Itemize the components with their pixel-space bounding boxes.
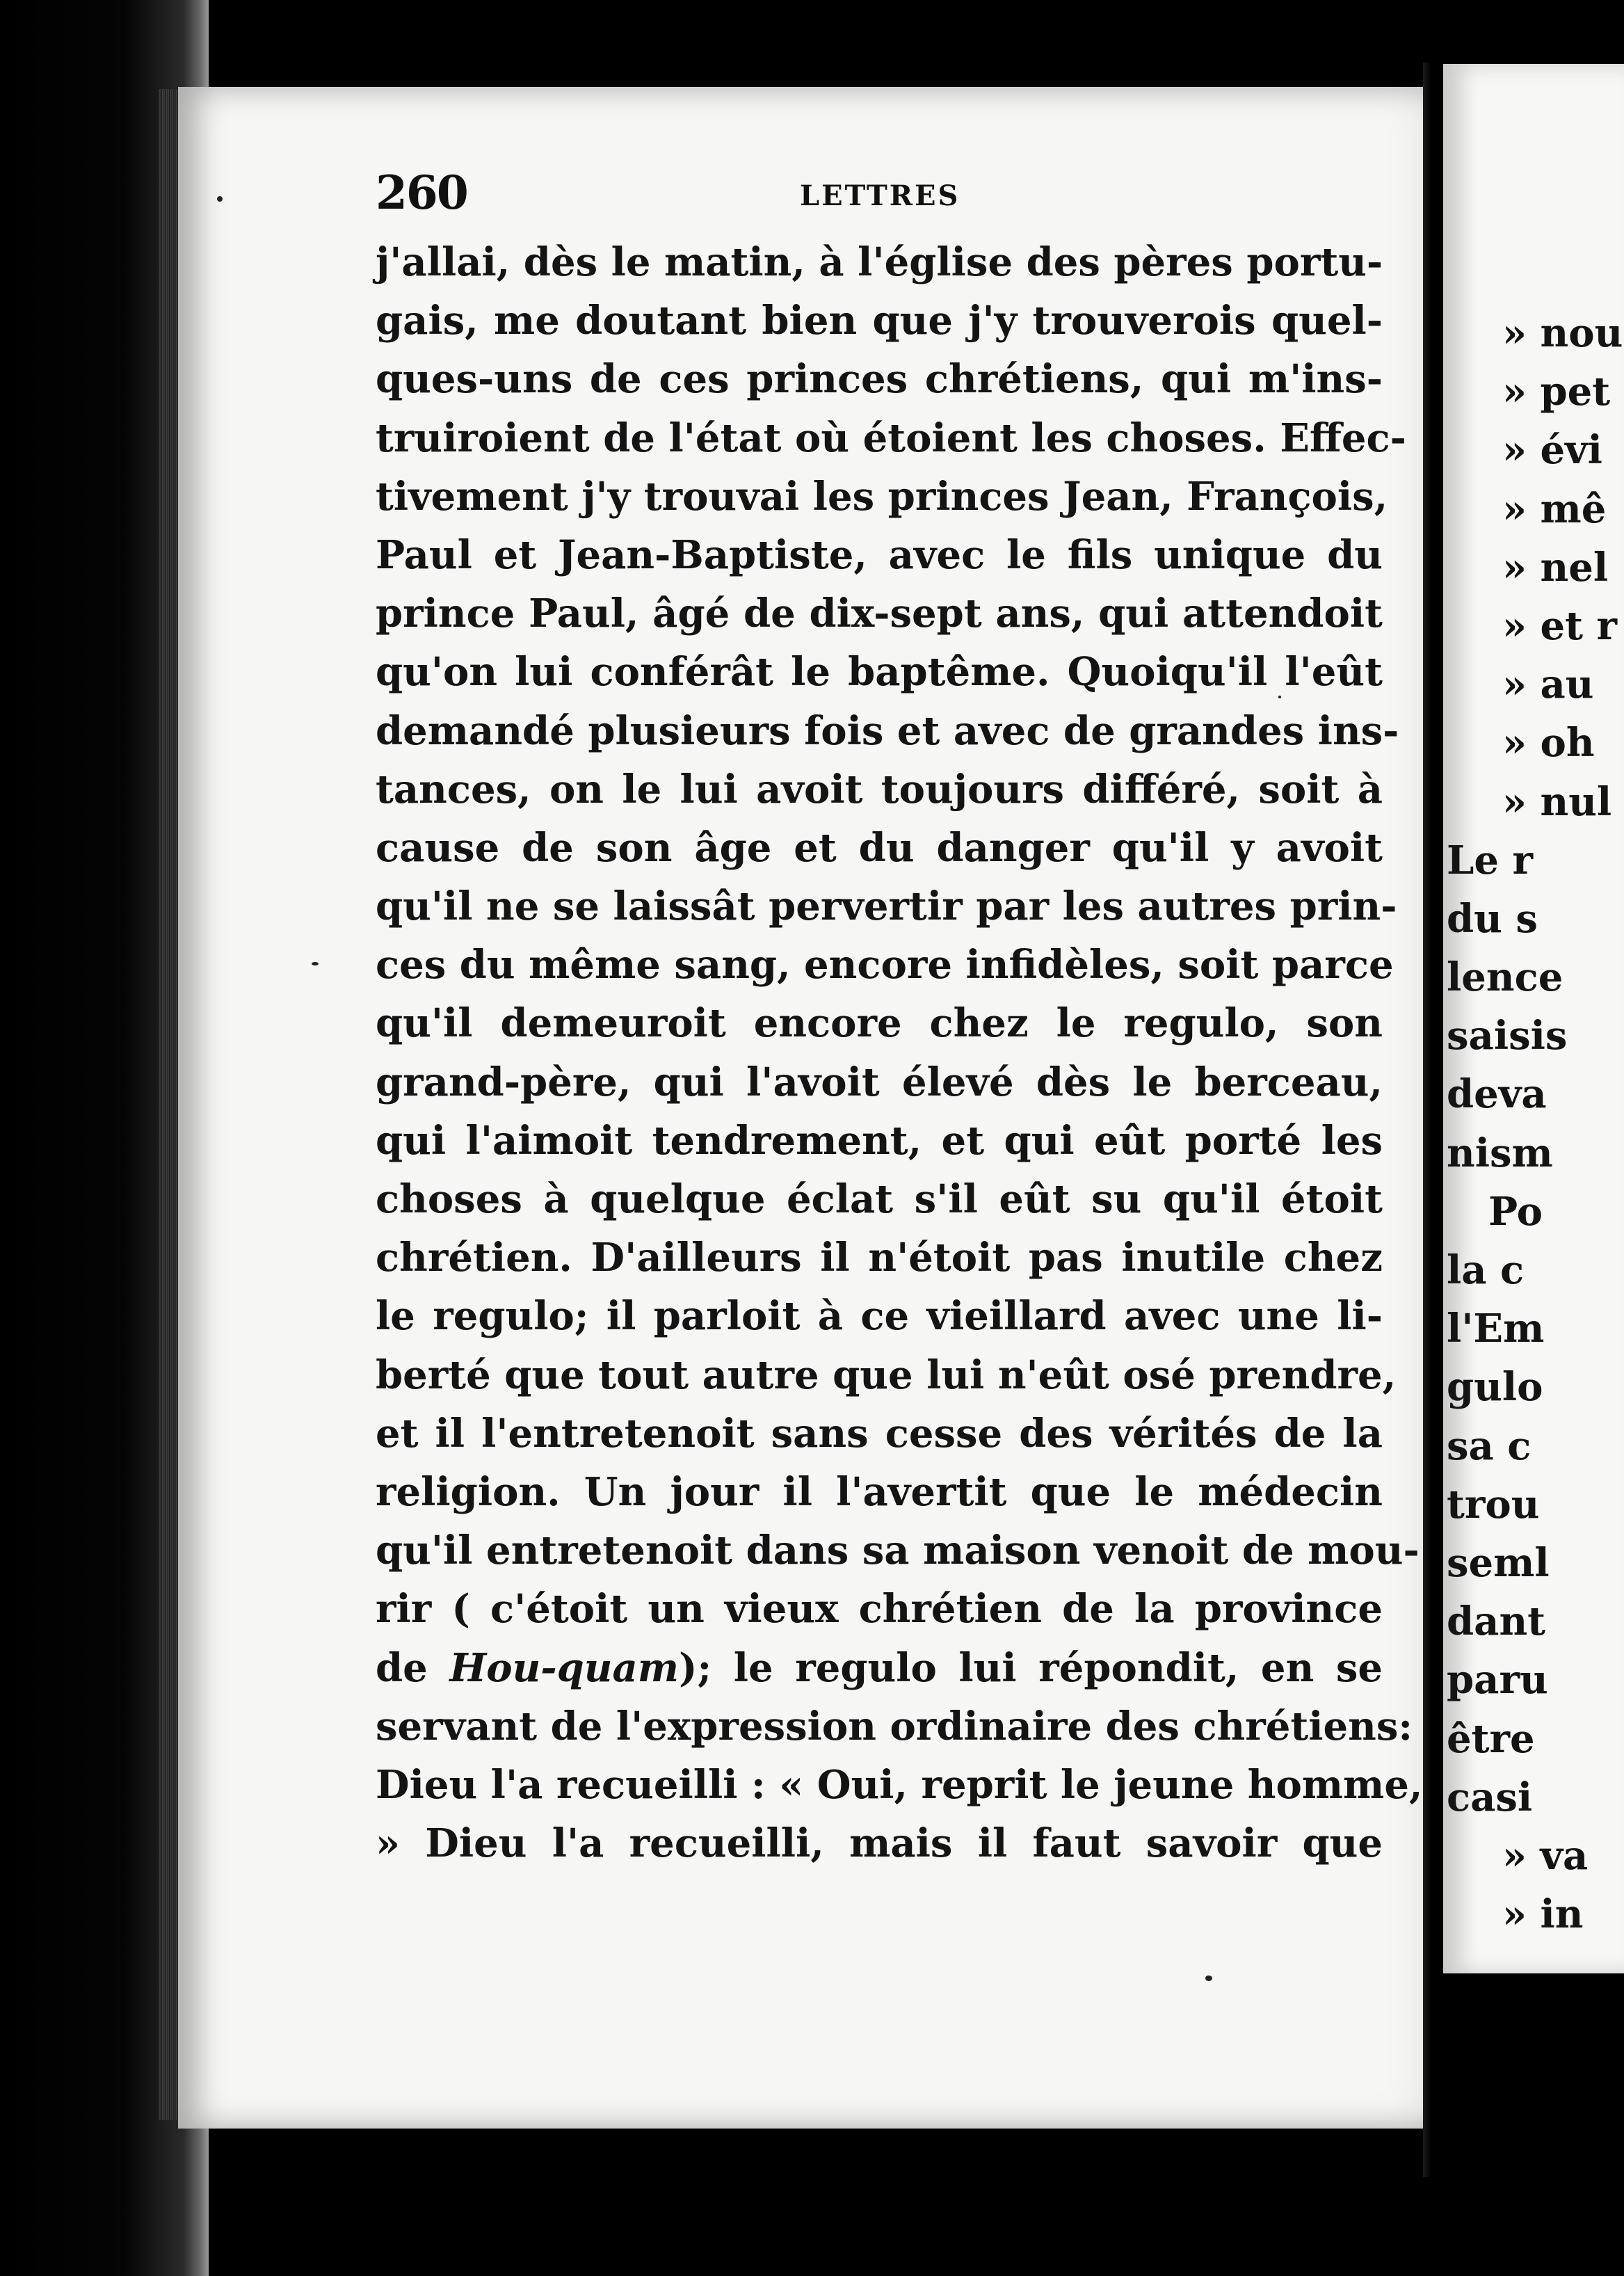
text-line: qu'il demeuroit encore chez le regulo, son (376, 1000, 1383, 1047)
text-line: religion. Un jour il l'avertit que le médecin (376, 1468, 1383, 1515)
right-page-line: gulo (1447, 1364, 1543, 1411)
right-page-line: » va (1502, 1832, 1589, 1879)
right-page-line: Le r (1447, 837, 1534, 883)
text-line: ces du même sang, encore infidèles, soit parce (376, 942, 1394, 988)
text-line: chrétien. D'ailleurs il n'étoit pas inutile chez (376, 1235, 1383, 1281)
right-page-line: » et r (1502, 602, 1617, 649)
page-gutter (1423, 63, 1437, 2177)
right-page-line: » évi (1502, 427, 1602, 474)
text-line: truiroient de l'état où étoient les choses. Effec- (376, 415, 1406, 461)
right-page-line: casi (1447, 1774, 1533, 1820)
text-line: j'allai, dès le matin, à l'église des pères portu- (376, 239, 1383, 285)
text-line: le regulo; il parloit à ce vieillard avec une li- (376, 1293, 1383, 1340)
text-line: tivement j'y trouvai les princes Jean, François, (376, 473, 1388, 520)
right-page-line: » nel (1502, 544, 1609, 591)
text-line: qu'il entretenoit dans sa maison venoit de mou- (376, 1528, 1420, 1574)
right-page-line: sa c (1447, 1422, 1531, 1469)
right-page-line: Po (1488, 1188, 1543, 1235)
page-number: 260 (376, 166, 467, 220)
right-page-line: saisis (1447, 1013, 1568, 1059)
text-line: et il l'entretenoit sans cesse des vérités de la (376, 1410, 1383, 1457)
text-line: cause de son âge et du danger qu'il y avoit (376, 824, 1383, 871)
main-text-block (376, 233, 1423, 1873)
right-page-line: » in (1502, 1891, 1584, 1938)
text-line: berté que tout autre que lui n'eût osé prendre, (376, 1352, 1397, 1398)
text-line: ques-uns de ces princes chrétiens, qui m'ins- (376, 356, 1383, 403)
text-line: tances, on le lui avoit toujours différé, soit à (376, 766, 1383, 812)
text-line: » Dieu l'a recueilli, mais il faut savoir que (376, 1820, 1383, 1867)
right-page-line: paru (1447, 1657, 1548, 1704)
text-line: demandé plusieurs fois et avec de grandes ins- (376, 707, 1399, 754)
right-page-line: nism (1447, 1130, 1553, 1176)
text-line: servant de l'expression ordinaire des chrétiens: (376, 1703, 1413, 1749)
text-line: prince Paul, âgé de dix-sept ans, qui attendoit (376, 591, 1383, 637)
right-page-line: du s (1447, 895, 1538, 942)
right-page-line: dant (1447, 1598, 1546, 1645)
text-line: qui l'aimoit tendrement, et qui eût porté les (376, 1117, 1383, 1164)
right-page-line: la c (1447, 1247, 1525, 1293)
right-page-line: lence (1447, 954, 1563, 1001)
right-page-line: seml (1447, 1539, 1550, 1586)
text-line: Paul et Jean-Baptiste, avec le fils unique du (376, 531, 1383, 578)
text-line: qu'il ne se laissât pervertir par les autres prin- (376, 883, 1397, 930)
text-line: de Hou-quam); le regulo lui répondit, en se (376, 1644, 1383, 1691)
right-page-line: deva (1447, 1071, 1547, 1118)
right-page-line: » mê (1502, 486, 1607, 532)
right-page-line: l'Em (1447, 1306, 1545, 1352)
right-page-line: » nou (1502, 310, 1623, 356)
right-page-line: » au (1502, 662, 1594, 708)
text-line: choses à quelque éclat s'il eût su qu'il étoit (376, 1176, 1383, 1222)
speck (1205, 1976, 1212, 1981)
right-page-line: » nul (1502, 778, 1612, 825)
speck (1278, 696, 1281, 698)
speck (312, 962, 319, 965)
right-page-line: » oh (1502, 720, 1595, 767)
right-page-line: être (1447, 1715, 1535, 1762)
right-page-text-fragments (1447, 304, 1623, 1944)
text-line: grand-père, qui l'avoit élevé dès le berceau, (376, 1059, 1383, 1105)
text-line: gais, me doutant bien que j'y trouverois quel- (376, 298, 1383, 344)
place-name-italic: Hou-quam (449, 1644, 679, 1691)
running-head: LETTRES (800, 179, 960, 212)
text-line: qu'on lui conférât le baptême. Quoiqu'il l'eût (376, 649, 1383, 696)
text-line: Dieu l'a recueilli : « Oui, reprit le jeune homme, (376, 1761, 1423, 1808)
right-page-line: » pet (1502, 369, 1611, 415)
right-page-line: trou (1447, 1481, 1540, 1528)
text-line: rir ( c'étoit un vieux chrétien de la province (376, 1586, 1383, 1633)
speck (217, 196, 223, 202)
